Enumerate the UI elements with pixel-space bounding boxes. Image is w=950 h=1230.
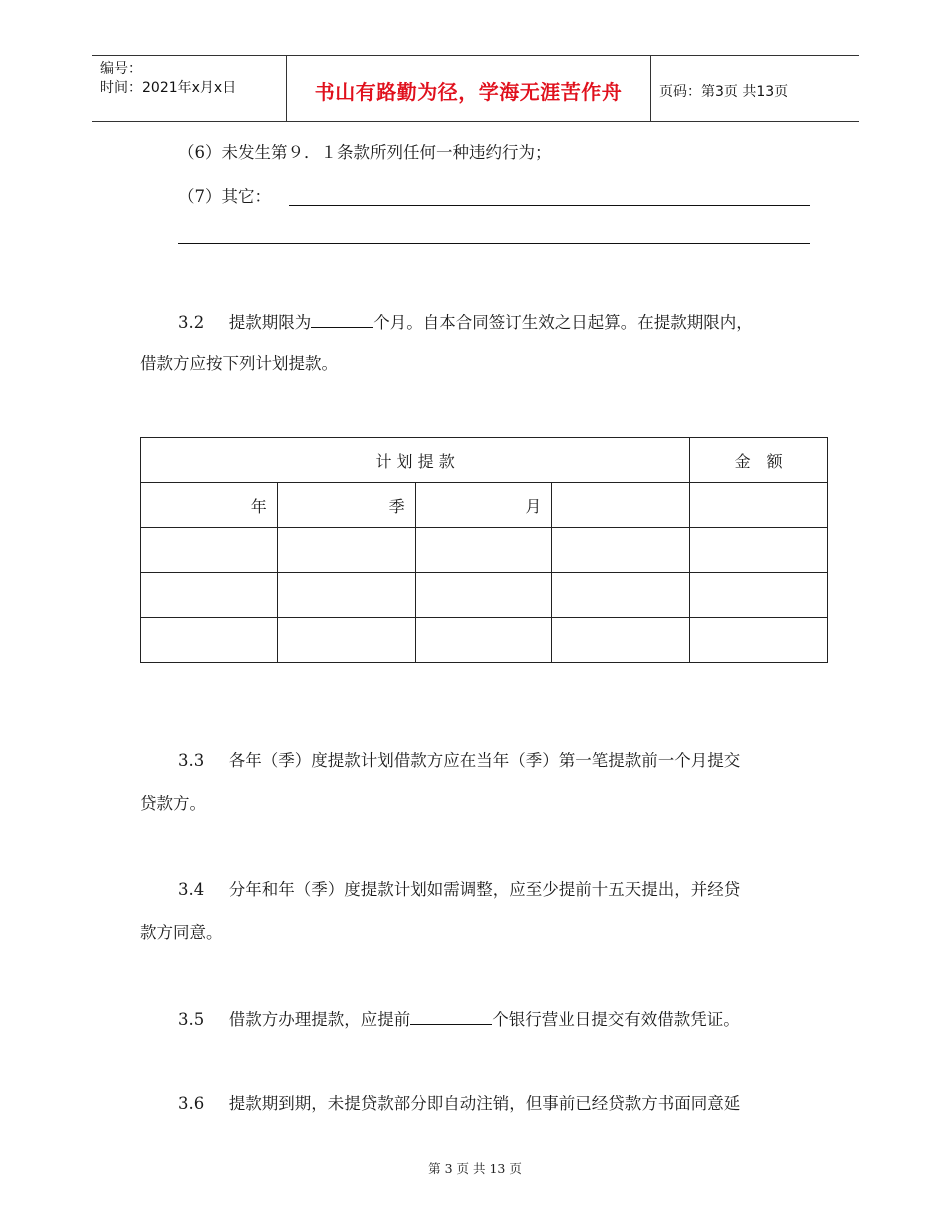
table-subheader-row xyxy=(141,483,828,528)
clause-3-2-number: 3.2 xyxy=(178,313,205,332)
clause-3-6-line-1 xyxy=(178,1096,740,1113)
header-page-info: 页码：第3页 共13页 xyxy=(659,84,789,100)
item-6: （6）未发生第９．１条款所列任何一种违约行为； xyxy=(178,143,552,162)
clause-3-5-line-1 xyxy=(178,1010,740,1029)
table-cell xyxy=(141,528,278,573)
table-cell xyxy=(552,483,690,528)
clause-3-5-blank xyxy=(410,1010,492,1025)
clause-3-3-number: 3.3 xyxy=(178,751,205,770)
table-row xyxy=(141,573,828,618)
header-bottom-rule xyxy=(92,121,859,122)
table-cell xyxy=(690,573,828,618)
table-cell xyxy=(277,618,415,663)
table-cell xyxy=(415,618,552,663)
clause-3-3-line-2: 贷款方。 xyxy=(140,794,206,813)
season-header: 季 xyxy=(277,483,415,528)
table-cell xyxy=(552,618,690,663)
clause-3-6-number: 3.6 xyxy=(178,1094,205,1113)
header-motto: 书山有路勤为径，学海无涯苦作舟 xyxy=(314,80,623,104)
clause-3-2-text-before: 提款期限为 xyxy=(228,313,312,332)
clause-3-5-text-before: 借款方办理提款，应提前 xyxy=(228,1010,411,1029)
clause-3-5-number: 3.5 xyxy=(178,1010,205,1029)
clause-3-2-line-2: 借款方应按下列计划提款。 xyxy=(140,354,338,373)
item-7-label: （7）其它： xyxy=(178,187,271,206)
clause-3-5-text-after: 个银行营业日提交有效借款凭证。 xyxy=(492,1010,740,1029)
table-cell xyxy=(277,573,415,618)
clause-3-4-text: 分年和年（季）度提款计划如需调整，应至少提前十五天提出，并经贷 xyxy=(228,880,741,899)
table-cell xyxy=(552,573,690,618)
table-header-row xyxy=(141,438,828,483)
clause-3-4-line-2: 款方同意。 xyxy=(140,923,223,942)
clause-3-2-line-1 xyxy=(178,313,753,332)
table-cell xyxy=(690,483,828,528)
page-footer: 第 3 页 共 13 页 xyxy=(428,1161,522,1176)
clause-3-3-text: 各年（季）度提款计划借款方应在当年（季）第一笔提款前一个月提交 xyxy=(228,751,741,770)
clause-3-2-blank xyxy=(311,313,373,328)
header-top-rule xyxy=(92,55,859,56)
table-cell xyxy=(690,528,828,573)
table-cell xyxy=(690,618,828,663)
clause-3-2-text-after: 个月。自本合同签订生效之日起算。在提款期限内， xyxy=(373,313,753,332)
table-row xyxy=(141,528,828,573)
year-header: 年 xyxy=(141,483,278,528)
plan-withdrawal-header: 计 划 提 款 xyxy=(141,438,690,483)
item-7-fill-line-2 xyxy=(178,243,810,244)
clause-3-3-line-1 xyxy=(178,753,740,770)
clause-3-4-line-1 xyxy=(178,882,740,899)
table-cell xyxy=(277,528,415,573)
table-cell xyxy=(415,573,552,618)
item-7-fill-line-1 xyxy=(289,205,810,206)
table-cell xyxy=(141,618,278,663)
clause-3-4-number: 3.4 xyxy=(178,880,205,899)
document-number-label: 编号： xyxy=(100,61,142,77)
table-cell xyxy=(141,573,278,618)
document-time-label: 时间：2021年x月x日 xyxy=(100,80,237,96)
amount-header: 金 额 xyxy=(690,438,828,483)
withdrawal-plan-table xyxy=(140,437,828,663)
clause-3-6-text: 提款期到期，未提贷款部分即自动注销，但事前已经贷款方书面同意延 xyxy=(228,1094,741,1113)
month-header: 月 xyxy=(415,483,552,528)
table-cell xyxy=(415,528,552,573)
header-separator-right xyxy=(650,56,651,121)
table-cell xyxy=(552,528,690,573)
table-row xyxy=(141,618,828,663)
